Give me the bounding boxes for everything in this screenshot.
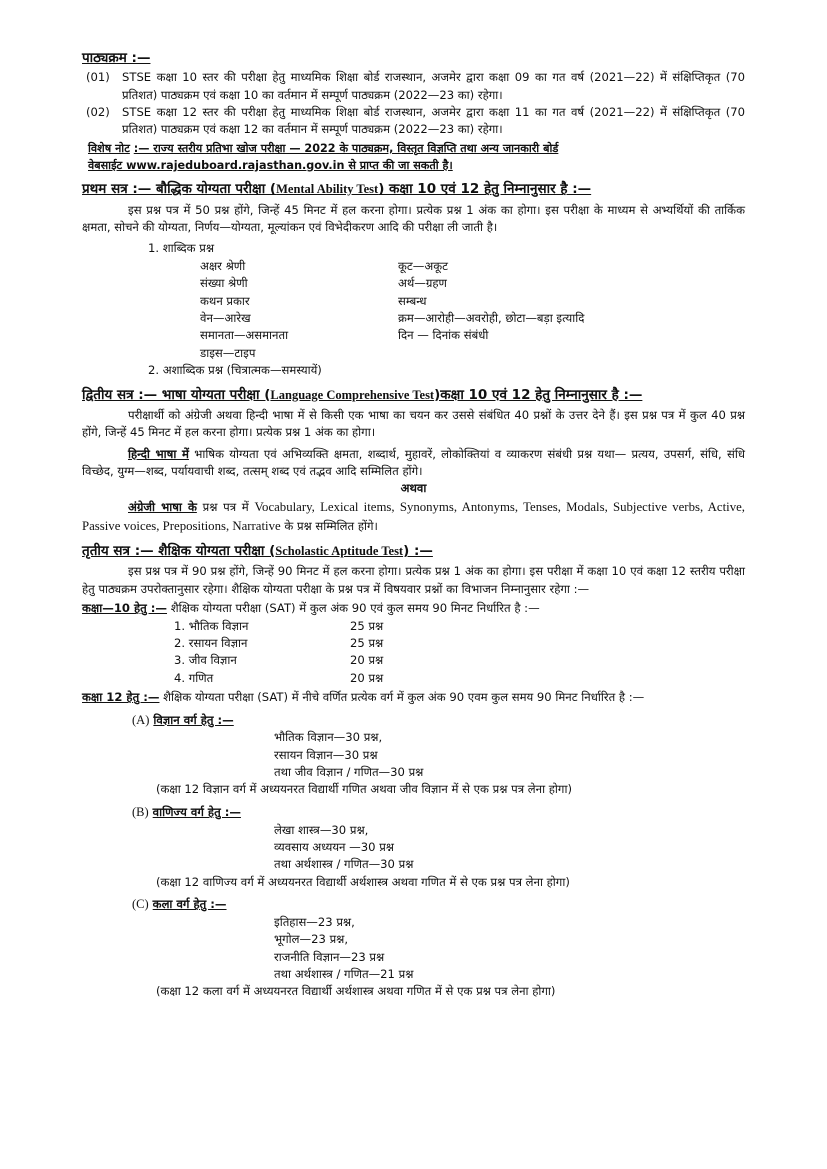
note-line-1: :— राज्य स्तरीय प्रतिभा खोज परीक्षा — 2022 के पाठ्यक्रम, विस्तृत विज्ञप्ति तथा अन्य जानकारी बोर्ड xyxy=(133,141,559,155)
syllabus-heading: पाठ्यक्रम :— xyxy=(82,50,151,66)
stream-letter: (C) xyxy=(132,897,149,912)
verbal-topic: अर्थ—ग्रहण xyxy=(398,276,447,291)
english-pre: प्रश्न पत्र में xyxy=(196,499,255,514)
session1-title-hi: प्रथम सत्र :— बौद्धिक योग्यता परीक्षा ( xyxy=(82,181,277,198)
hindi-text: भाषिक योग्यता एवं अभिव्यक्ति क्षमता, शब्दार्थ, मुहावरें, लोकोक्तियां व व्याकरण संबंधी प्रश्न यथा— प्रत्यय, उपसर्ग, संधि, संधि विच्छेद, युग्म—शब्द, पर्यायवाची शब्द, तत्सम् शब्द एवं तद्भव आदि सम्मिलित होंगे। xyxy=(82,446,745,478)
verbal-topics-grid xyxy=(82,258,745,362)
class10-label: कक्षा—10 हेतु :— xyxy=(82,601,168,616)
syllabus-item-2 xyxy=(82,104,745,139)
verbal-heading: 1. शाब्दिक प्रश्न xyxy=(148,241,215,256)
nonverbal-heading: 2. अशाब्दिक प्रश्न (चित्रात्मक—समस्यायें) xyxy=(148,363,322,378)
class10-subjects xyxy=(82,618,745,688)
english-label: अंग्रेजी भाषा के xyxy=(128,499,197,514)
special-note xyxy=(82,141,745,175)
session2-title-en: Language Comprehensive Test xyxy=(270,387,435,402)
session2-title-hi: द्वितीय सत्र :— भाषा योग्यता परीक्षा ( xyxy=(82,386,271,403)
subject-count: 20 प्रश्न xyxy=(350,653,384,668)
subject-name: 3. जीव विज्ञान xyxy=(174,653,237,668)
session3-title-hi: तृतीय सत्र :— शैक्षिक योग्यता परीक्षा ( xyxy=(82,543,276,560)
stream-c-note: (कक्षा 12 कला वर्ग में अध्ययनरत विद्यार्थी अर्थशास्त्र अथवा गणित में से एक प्रश्न पत्र लेना होगा) xyxy=(156,984,556,999)
or-label: अथवा xyxy=(400,481,427,496)
english-post: के प्रश्न सम्मिलित होंगे। xyxy=(280,518,378,533)
verbal-topic: अक्षर श्रेणी xyxy=(200,258,246,273)
session2-paragraph: परीक्षार्थी को अंग्रेजी अथवा हिन्दी भाषा में से किसी एक भाषा का चयन कर उससे संबंधित 40 प्रश्नों के उत्तर देने हैं। इस प्रश्न पत्र में कुल 40 प्रश्न होंगे, जिन्हें 45 मिनट में हल करना होगा। प्रत्येक प्रश्न 1 अंक का होगा। xyxy=(82,407,745,440)
stream-item: तथा अर्थशास्त्र / गणित—30 प्रश्न xyxy=(274,857,414,872)
stream-a-heading xyxy=(82,711,745,730)
verbal-topic: सम्बन्ध xyxy=(398,293,427,308)
stream-letter: (A) xyxy=(132,712,150,727)
session1-title-en: Mental Ability Test xyxy=(276,182,379,197)
session1-title xyxy=(82,179,745,199)
verbal-topic: डाइस—टाइप xyxy=(200,345,256,360)
stream-item: इतिहास—23 प्रश्न, xyxy=(274,914,355,929)
stream-item: व्यवसाय अध्ययन —30 प्रश्न xyxy=(274,839,394,854)
class12-line xyxy=(82,689,745,706)
class12-text: शैक्षिक योग्यता परीक्षा (SAT) में नीचे वर्णित प्रत्येक वर्ग में कुल अंक 90 एवम कुल समय 90 मिनट निर्धारित है :— xyxy=(159,690,645,705)
verbal-topic: दिन — दिनांक संबंधी xyxy=(398,328,489,343)
hindi-label: हिन्दी भाषा में xyxy=(128,446,189,461)
session1-title-rest: ) कक्षा 10 एवं 12 हेतु निम्नानुसार है :— xyxy=(378,181,592,198)
english-language-paragraph xyxy=(82,498,745,536)
session2-title xyxy=(82,385,745,405)
stream-item: रसायन विज्ञान—30 प्रश्न xyxy=(274,747,378,762)
subject-count: 20 प्रश्न xyxy=(350,670,384,685)
stream-item: लेखा शास्त्र—30 प्रश्न, xyxy=(274,822,369,837)
class10-line xyxy=(82,600,745,617)
stream-name: वाणिज्य वर्ग हेतु :— xyxy=(152,804,241,819)
stream-b-items xyxy=(82,822,745,874)
item-number: (01) xyxy=(86,70,110,85)
subject-name: 4. गणित xyxy=(174,670,214,685)
stream-a-note: (कक्षा 12 विज्ञान वर्ग में अध्ययनरत विद्यार्थी गणित अथवा जीव विज्ञान में से एक प्रश्न पत्र लेना होगा) xyxy=(156,782,572,797)
stream-name: कला वर्ग हेतु :— xyxy=(152,897,227,912)
item-text: STSE कक्षा 12 स्तर की परीक्षा हेतु माध्यमिक शिक्षा बोर्ड राजस्थान, अजमेर द्वारा कक्षा 11 का गत वर्ष (2021—22) में संक्षिप्तिकृत (70 प्रतिशत) पाठ्यक्रम एवं कक्षा 12 का वर्तमान में सम्पूर्ण पाठ्यक्रम (2022—23 का) रहेगा। xyxy=(122,105,745,137)
stream-letter: (B) xyxy=(132,804,149,819)
session2-title-rest: )कक्षा 10 एवं 12 हेतु निम्नानुसार है :— xyxy=(434,386,643,403)
note-label: विशेष नोट xyxy=(88,141,130,155)
stream-c-items xyxy=(82,914,745,984)
verbal-topic: संख्या श्रेणी xyxy=(200,276,248,291)
class12-label: कक्षा 12 हेतु :— xyxy=(82,690,160,705)
subject-count: 25 प्रश्न xyxy=(350,635,384,650)
subject-name: 2. रसायन विज्ञान xyxy=(174,635,248,650)
syllabus-item-1 xyxy=(82,69,745,104)
stream-name: विज्ञान वर्ग हेतु :— xyxy=(153,712,234,727)
verbal-topic xyxy=(398,345,745,362)
english-topics: Vocabulary, Lexical items, Synonyms, Antonyms, Tenses, Modals, Subjective verbs, Active, Passive voices, Prepositions, Narrative xyxy=(82,499,745,533)
hindi-language-paragraph xyxy=(82,446,745,481)
stream-item: तथा अर्थशास्त्र / गणित—21 प्रश्न xyxy=(274,967,414,982)
verbal-topic: क्रम—आरोही—अवरोही, छोटा—बड़ा इत्यादि xyxy=(398,311,585,325)
stream-b-note: (कक्षा 12 वाणिज्य वर्ग में अध्ययनरत विद्यार्थी अर्थशास्त्र अथवा गणित में से एक प्रश्न पत्र लेना होगा) xyxy=(156,874,570,889)
session3-title-en: Scholastic Aptitude Test xyxy=(275,544,404,559)
stream-item: भूगोल—23 प्रश्न, xyxy=(274,932,349,947)
verbal-topic: वेन—आरेख xyxy=(200,311,251,325)
verbal-topic: समानता—असमानता xyxy=(200,328,289,343)
stream-item: भौतिक विज्ञान—30 प्रश्न, xyxy=(274,730,383,745)
verbal-topic: कूट—अकूट xyxy=(398,258,448,273)
item-number: (02) xyxy=(86,105,110,120)
stream-item: तथा जीव विज्ञान / गणित—30 प्रश्न xyxy=(274,765,424,780)
stream-item: राजनीति विज्ञान—23 प्रश्न xyxy=(274,949,385,964)
item-text: STSE कक्षा 10 स्तर की परीक्षा हेतु माध्यमिक शिक्षा बोर्ड राजस्थान, अजमेर द्वारा कक्षा 09 का गत वर्ष (2021—22) में संक्षिप्तिकृत (70 प्रतिशत) पाठ्यक्रम एवं कक्षा 10 का वर्तमान में सम्पूर्ण पाठ्यक्रम (2022—23 का) रहेगा। xyxy=(122,70,745,102)
stream-b-heading xyxy=(82,803,745,822)
note-line-2: वेबसाईट www.rajeduboard.rajasthan.gov.in से प्राप्त की जा सकती है। xyxy=(88,158,453,172)
class10-text: शैक्षिक योग्यता परीक्षा (SAT) में कुल अंक 90 एवं कुल समय 90 मिनट निर्धारित है :— xyxy=(167,601,540,616)
subject-count: 25 प्रश्न xyxy=(350,618,384,633)
session3-title-rest: ) :— xyxy=(403,543,433,560)
session3-paragraph: इस प्रश्न पत्र में 90 प्रश्न होंगे, जिन्हें 90 मिनट में हल करना होगा। प्रत्येक प्रश्न 1 अंक का होगा। इस परीक्षा में कक्षा 10 एवं कक्षा 12 स्तरीय परीक्षा हेतु पाठ्यक्रम उपरोक्तानुसार रहेगा। शैक्षिक योग्यता परीक्षा के प्रश्न पत्र में विषयवार प्रश्नों का विभाजन निम्नानुसार रहेगा :— xyxy=(82,564,745,596)
session1-paragraph: इस प्रश्न पत्र में 50 प्रश्न होंगे, जिन्हें 45 मिनट में हल करना होगा। प्रत्येक प्रश्न 1 अंक का होगा। इस परीक्षा के माध्यम से अभ्यर्थियों की तार्किक क्षमता, सोचने की योग्यता, निर्णय—योग्यता, मूल्यांकन एवं विभेदीकरण आदि की परीक्षा ली जाती है। xyxy=(82,202,745,235)
verbal-topic: कथन प्रकार xyxy=(200,293,250,308)
subject-name: 1. भौतिक विज्ञान xyxy=(174,618,249,633)
session3-title xyxy=(82,541,745,561)
stream-a-items xyxy=(82,729,745,781)
stream-c-heading xyxy=(82,895,745,914)
